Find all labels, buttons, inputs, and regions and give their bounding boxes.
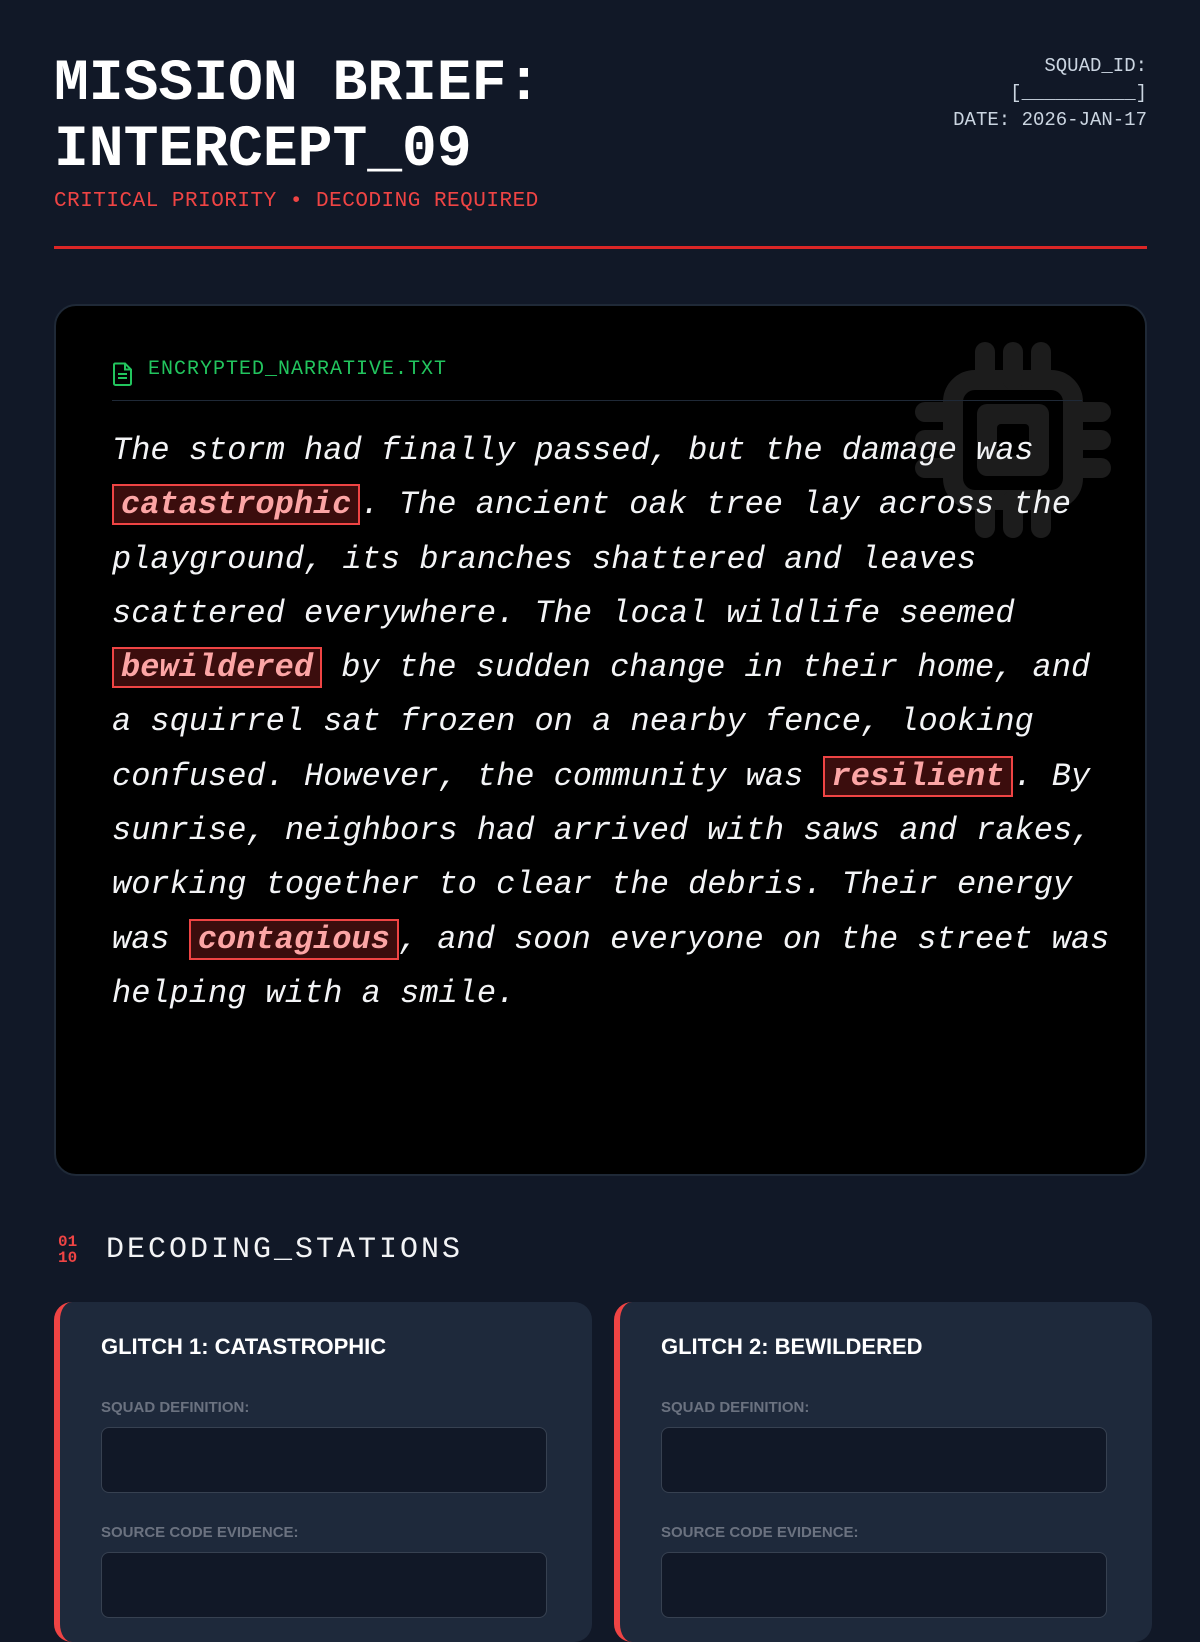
- binary-icon-line: 10: [58, 1249, 78, 1267]
- decoding-stations-heading: [58, 1233, 463, 1267]
- definition-label: SQUAD DEFINITION:: [661, 1399, 810, 1416]
- glitch-word-bewildered: bewildered: [112, 647, 322, 688]
- title-line-1: MISSION BRIEF:: [54, 52, 542, 117]
- squad-id-label: SQUAD_ID:: [1044, 55, 1147, 77]
- glitch-word-resilient: resilient: [823, 756, 1014, 797]
- mission-meta: [953, 53, 1147, 134]
- priority-subtitle: CRITICAL PRIORITY • DECODING REQUIRED: [54, 190, 539, 213]
- mission-date: DATE: 2026-JAN-17: [953, 109, 1147, 131]
- header-divider: [54, 246, 1147, 249]
- definition-field[interactable]: [101, 1427, 547, 1493]
- decoding-station-1: [54, 1302, 592, 1642]
- narrative-text: [112, 424, 1112, 1021]
- file-header: [112, 356, 1082, 401]
- squad-id-blank: [__________]: [1010, 82, 1147, 104]
- evidence-label: SOURCE CODE EVIDENCE:: [101, 1524, 299, 1541]
- narrative-segment: , and soon everyone on the street was helping with a smile.: [112, 920, 1110, 1012]
- document-icon: [112, 362, 134, 386]
- evidence-field[interactable]: [661, 1552, 1107, 1618]
- evidence-field[interactable]: [101, 1552, 547, 1618]
- station-title: GLITCH 1: CATASTROPHIC: [101, 1334, 387, 1359]
- title-line-2: INTERCEPT_09: [54, 118, 472, 183]
- section-title: DECODING_STATIONS: [106, 1233, 464, 1267]
- narrative-segment: . By sunrise, neighbors had arrived with saws and rakes, working together to clear the debris. Their energy was: [112, 757, 1092, 958]
- narrative-segment: The storm had finally passed, but the damage was: [112, 432, 1034, 469]
- binary-icon: [58, 1234, 88, 1266]
- encrypted-narrative-panel: [54, 304, 1147, 1176]
- narrative-segment: . The ancient oak tree lay across the playground, its branches shattered and leaves scattered everywhere. The local wildlife seemed: [112, 486, 1071, 632]
- glitch-word-catastrophic: catastrophic: [112, 484, 360, 525]
- file-name: ENCRYPTED_NARRATIVE.TXT: [148, 358, 448, 381]
- narrative-segment: by the sudden change in their home, and a squirrel sat frozen on a nearby fence, looking confused. However, the community was: [112, 649, 1091, 795]
- glitch-word-contagious: contagious: [189, 919, 399, 960]
- station-title: GLITCH 2: BEWILDERED: [661, 1334, 923, 1359]
- evidence-label: SOURCE CODE EVIDENCE:: [661, 1524, 859, 1541]
- mission-header: [54, 52, 1147, 213]
- definition-label: SQUAD DEFINITION:: [101, 1399, 250, 1416]
- decoding-station-2: [614, 1302, 1152, 1642]
- definition-field[interactable]: [661, 1427, 1107, 1493]
- binary-icon-line: 01: [58, 1233, 78, 1251]
